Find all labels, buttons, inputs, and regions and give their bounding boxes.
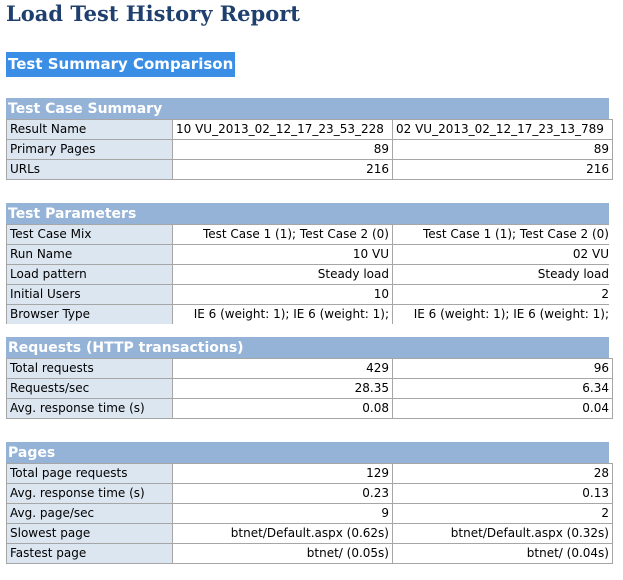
- value-run-1: 10 VU: [173, 245, 393, 265]
- table-row: [7, 305, 610, 325]
- row-label: Browser Type: [7, 305, 173, 325]
- pages-table: [6, 463, 613, 564]
- value-run-1: 129: [173, 464, 393, 484]
- row-label: Result Name: [7, 120, 173, 140]
- table-row: [7, 265, 610, 285]
- table-row: [7, 399, 613, 419]
- value-run-1: 0.23: [173, 484, 393, 504]
- value-run-1: btnet/ (0.05s): [173, 544, 393, 564]
- pages-section: [6, 442, 609, 564]
- value-run-1: IE 6 (weight: 1); IE 6 (weight: 1);: [173, 305, 393, 325]
- table-row: [7, 160, 613, 180]
- requests-section: [6, 337, 609, 419]
- value-run-2: 0.04: [393, 399, 613, 419]
- value-run-1: 216: [173, 160, 393, 180]
- table-row: [7, 484, 613, 504]
- value-run-1: 89: [173, 140, 393, 160]
- row-label: Load pattern: [7, 265, 173, 285]
- row-label: Slowest page: [7, 524, 173, 544]
- table-row: [7, 504, 613, 524]
- row-label: Primary Pages: [7, 140, 173, 160]
- row-label: Requests/sec: [7, 379, 173, 399]
- value-run-2: 0.13: [393, 484, 613, 504]
- table-row: [7, 225, 610, 245]
- value-run-2: 6.34: [393, 379, 613, 399]
- table-row: [7, 359, 613, 379]
- section-header: Pages: [6, 442, 609, 463]
- value-run-2: btnet/ (0.04s): [393, 544, 613, 564]
- row-label: Avg. page/sec: [7, 504, 173, 524]
- value-run-2: 216: [393, 160, 613, 180]
- value-run-2: Test Case 1 (1); Test Case 2 (0): [393, 225, 610, 245]
- value-run-2: 28: [393, 464, 613, 484]
- section-header: Requests (HTTP transactions): [6, 337, 609, 358]
- row-label: Total page requests: [7, 464, 173, 484]
- value-run-2: 2: [393, 285, 610, 305]
- report-title: Load Test History Report: [6, 1, 300, 26]
- table-row: [7, 285, 610, 305]
- row-label: URLs: [7, 160, 173, 180]
- value-run-2: Steady load: [393, 265, 610, 285]
- test-parameters-section: [6, 203, 609, 324]
- value-run-1: 429: [173, 359, 393, 379]
- test-case-summary-table: [6, 119, 613, 180]
- value-run-2: 2: [393, 504, 613, 524]
- value-run-1: btnet/Default.aspx (0.62s): [173, 524, 393, 544]
- value-run-1: Test Case 1 (1); Test Case 2 (0): [173, 225, 393, 245]
- row-label: Avg. response time (s): [7, 399, 173, 419]
- row-label: Total requests: [7, 359, 173, 379]
- table-row: [7, 544, 613, 564]
- value-run-1: 9: [173, 504, 393, 524]
- value-run-2: 89: [393, 140, 613, 160]
- summary-heading: Test Summary Comparison: [6, 52, 235, 77]
- table-row: [7, 379, 613, 399]
- row-label: Run Name: [7, 245, 173, 265]
- test-parameters-table: [6, 224, 609, 324]
- value-run-1: 0.08: [173, 399, 393, 419]
- value-run-2: IE 6 (weight: 1); IE 6 (weight: 1);: [393, 305, 610, 325]
- value-run-1: 28.35: [173, 379, 393, 399]
- value-run-2: 02 VU: [393, 245, 610, 265]
- row-label: Initial Users: [7, 285, 173, 305]
- table-row: [7, 140, 613, 160]
- value-run-2: 02 VU_2013_02_12_17_23_13_789: [393, 120, 613, 140]
- value-run-1: 10: [173, 285, 393, 305]
- row-label: Avg. response time (s): [7, 484, 173, 504]
- row-label: Fastest page: [7, 544, 173, 564]
- section-header: Test Parameters: [6, 203, 609, 224]
- table-row: [7, 464, 613, 484]
- value-run-2: 96: [393, 359, 613, 379]
- value-run-1: Steady load: [173, 265, 393, 285]
- value-run-1: 10 VU_2013_02_12_17_23_53_228: [173, 120, 393, 140]
- table-row: [7, 245, 610, 265]
- table-row: [7, 524, 613, 544]
- row-label: Test Case Mix: [7, 225, 173, 245]
- table-row: [7, 120, 613, 140]
- test-case-summary-section: [6, 98, 609, 180]
- value-run-2: btnet/Default.aspx (0.32s): [393, 524, 613, 544]
- section-header: Test Case Summary: [6, 98, 609, 119]
- requests-table: [6, 358, 613, 419]
